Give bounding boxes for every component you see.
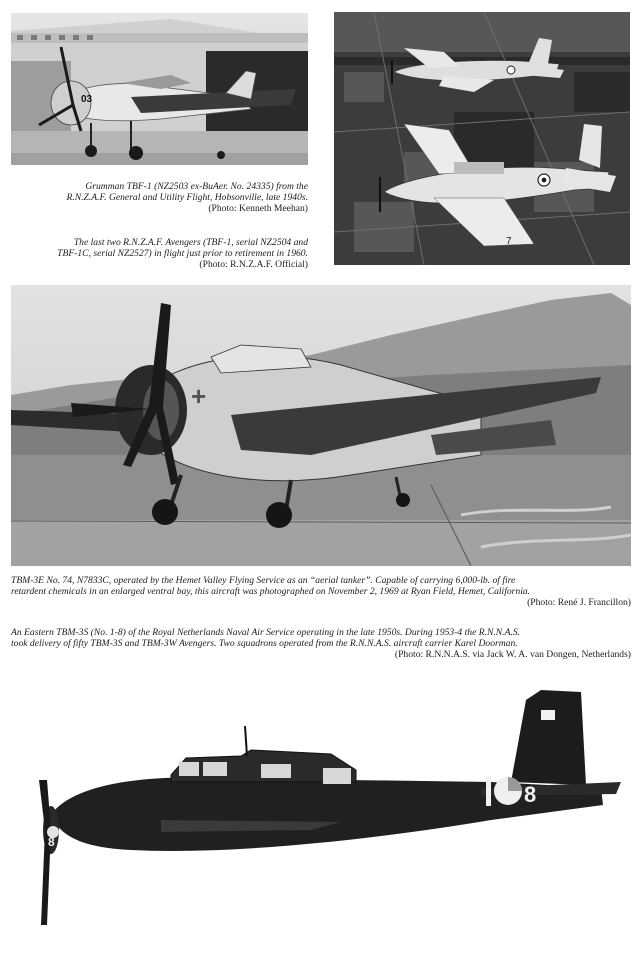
photo-credit: (Photo: René J. Francillon)	[527, 597, 631, 608]
caption-line: The last two R.N.Z.A.F. Avengers (TBF-1, serial NZ2504 and	[73, 237, 308, 248]
photo-tbm3e-tanker	[11, 285, 631, 566]
caption-line: TBM-3E No. 74, N7833C, operated by the Hemet Valley Flying Service as an “aerial tanker”. Capable of carrying 6,000-lb. of fire	[11, 575, 516, 586]
caption-line: took delivery of fifty TBM-3S and TBM-3W Avengers. Two squadrons operated from the R.N.N.A.S. aircraft carrier Karel Doorman.	[11, 638, 518, 649]
photo-tbf1-hangar	[11, 13, 308, 165]
caption-line: An Eastern TBM-3S (No. 1-8) of the Royal Netherlands Naval Air Service operating in the late 1950s. During 1953-4 the R.N.N.A.S.	[11, 627, 521, 638]
svg-text:+: +	[191, 381, 207, 411]
photo-tbm3s-in-flight	[11, 670, 631, 952]
caption-tbm3e	[11, 575, 631, 608]
photo-credit: (Photo: R.N.N.A.S. via Jack W. A. van Dongen, Netherlands)	[394, 649, 631, 660]
caption-line: Grumman TBF-1 (NZ2503 ex-BuAer. No. 24335) from the	[85, 181, 308, 192]
fuselage-code: 8	[524, 782, 537, 807]
photo-credit: (Photo: Kenneth Meehan)	[208, 203, 308, 214]
nose-code: 03	[81, 94, 93, 105]
caption-tbm3s-rnnas	[11, 627, 631, 660]
caption-line: retardent chemicals in an enlarged ventral bay, this aircraft was photographed on November 2, 1969 at Ryan Field, Hemet, California.	[11, 586, 531, 597]
caption-line: TBF-1C, serial NZ2527) in flight just prior to retirement in 1960.	[57, 248, 308, 259]
caption-tbf1	[11, 181, 308, 214]
photo-avengers-in-flight	[334, 12, 630, 265]
caption-line: R.N.Z.A.F. General and Utility Flight, Hobsonville, late 1940s.	[66, 192, 308, 203]
photo-credit: (Photo: R.N.Z.A.F. Official)	[199, 259, 308, 270]
nose-code: 8	[48, 835, 55, 849]
tail-number: 7	[506, 236, 512, 247]
caption-last-avengers	[11, 237, 308, 270]
